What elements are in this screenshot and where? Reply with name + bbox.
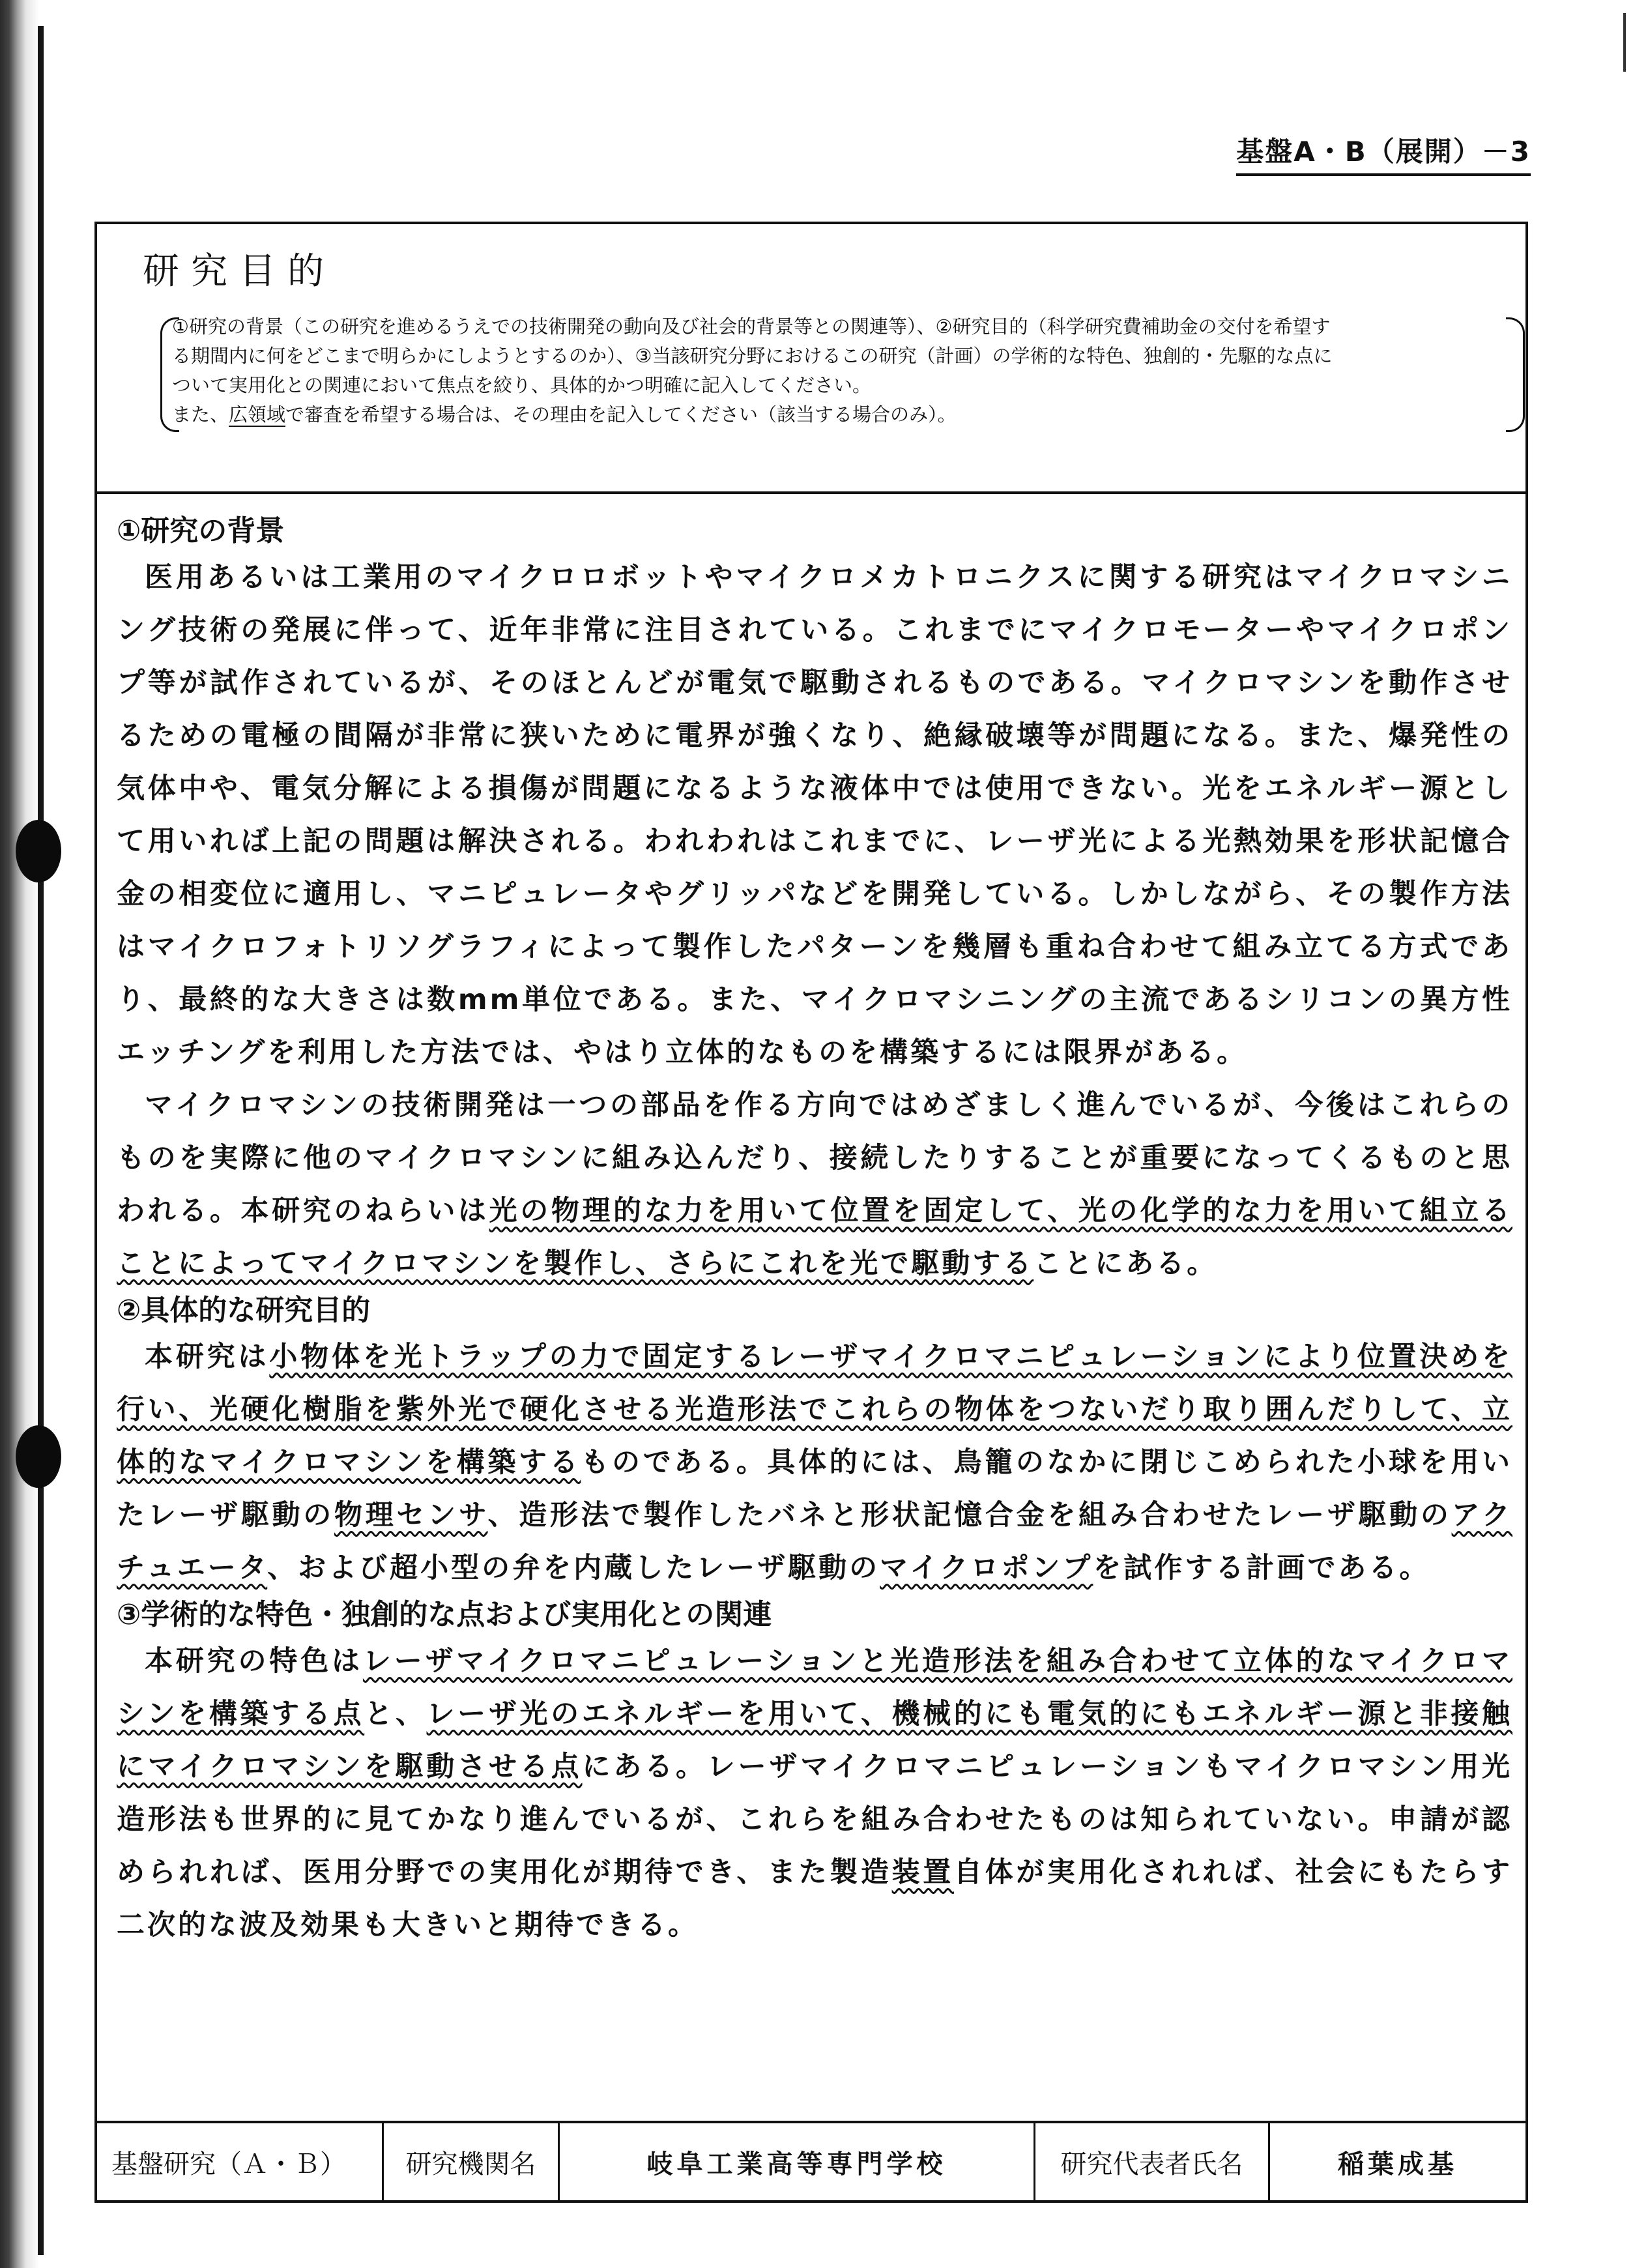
instruction-line: る期間内に何をどこまで明らかにしようとするのか）、③当該研究分野におけるこの研究（計画）の学術的な特色、独創的・先駆的な点に bbox=[172, 345, 1333, 367]
instruction-line: ついて実用化との関連において焦点を絞り、具体的かつ明確に記入してください。 bbox=[172, 374, 872, 396]
instruction-text-segment: また、 bbox=[172, 403, 229, 426]
text-segment: 本研究の特色は bbox=[145, 1645, 363, 1678]
wavy-underlined-text: マイクロポンプ bbox=[880, 1552, 1093, 1584]
text-segment: マイクロマシンの技術開発は一つの部品を作る方向ではめざましく進んでいるが、今後はこれらのものを実際に他のマイクロマシンに組み込んだり、接続したりすることが重要になってくるものと思われる。本研究のねらいは bbox=[117, 1089, 1512, 1227]
features-paragraph bbox=[117, 1635, 1512, 1952]
bracket-right bbox=[1506, 317, 1525, 432]
heading-background: ①研究の背景 bbox=[117, 514, 285, 547]
underlined-term: 広領域 bbox=[229, 403, 286, 426]
scan-edge-shadow bbox=[0, 0, 39, 2268]
wavy-underlined-text: アクチュエータ bbox=[117, 1499, 1512, 1584]
text-segment: を試作する計画である。 bbox=[1093, 1552, 1430, 1584]
section-title: 研究目的 bbox=[143, 250, 336, 293]
representative-name: 稲葉成基 bbox=[1338, 2149, 1458, 2179]
heading-specific-purpose: ②具体的な研究目的 bbox=[117, 1294, 371, 1327]
wavy-underlined-text: 物理センサ bbox=[334, 1499, 488, 1532]
text-segment: ことにある。 bbox=[1034, 1247, 1218, 1280]
representative-label: 研究代表者氏名 bbox=[1035, 2123, 1270, 2200]
research-purpose-form bbox=[94, 222, 1528, 2203]
wavy-underlined-text: 光の物理的な力を用いて位置を固定して、光の化学的な力を用いて組立ることによってマイクロマシンを製作し、さらにこれを光で駆動する bbox=[117, 1195, 1513, 1280]
text-segment: 本研究は bbox=[145, 1341, 270, 1373]
scan-mark bbox=[1623, 13, 1626, 72]
purpose-paragraph bbox=[117, 1331, 1512, 1595]
heading-academic-features: ③学術的な特色・独創的な点および実用化との関連 bbox=[117, 1598, 772, 1631]
instruction-line bbox=[172, 400, 1508, 429]
punch-hole-bottom bbox=[16, 1425, 61, 1488]
institution-label: 研究機関名 bbox=[384, 2123, 560, 2200]
text-segment: 、造形法で製作したバネと形状記憶合金を組み合わせたレーザ駆動の bbox=[487, 1499, 1452, 1532]
text-segment: 自体が実用化されれば、社会にもたらす二次的な波及効果も大きいと期待できる。 bbox=[117, 1856, 1513, 1941]
text-segment: と、 bbox=[364, 1698, 427, 1730]
form-code-label: 基盤A・B（展開）－3 bbox=[1236, 130, 1531, 176]
wavy-underlined-text: 装置 bbox=[891, 1856, 954, 1889]
wavy-underlined-text: 小物体を光トラップの力で固定するレーザマイクロマニピュレーションにより位置決めを行い、光硬化樹脂を紫外光で硬化させる光造形法でこれらの物体をつないだり取り囲んだりして、立体的なマイクロマシンを構築する bbox=[117, 1341, 1513, 1479]
instruction-section bbox=[97, 224, 1525, 494]
institution-name: 岐阜工業高等専門学校 bbox=[560, 2123, 1035, 2200]
answer-body bbox=[97, 491, 1525, 2126]
binding-edge bbox=[38, 26, 44, 2255]
wavy-underlined-text: レーザマイクロマニピュレーションと光造形法を組み合わせて立体的なマイクロマシンを構築する点 bbox=[117, 1645, 1513, 1730]
text-segment: ものである。具体的には、鳥籠のなかに閉じこめられた小球を用いたレーザ駆動の bbox=[117, 1446, 1512, 1532]
instruction-line: ①研究の背景（この研究を進めるうえでの技術開発の動向及び社会的背景等との関連等）、②研究目的（科学研究費補助金の交付を希望す bbox=[172, 315, 1331, 338]
text-segment: にある。レーザマイクロマニピュレーションもマイクロマシン用光造形法も世界的に見てかなり進んでいるが、これらを組み合わせたものは知られていない。申請が認められれば、医用分野での実用化が期待でき、また製造 bbox=[117, 1751, 1512, 1889]
research-category: 基盤研究（Ａ・Ｂ） bbox=[97, 2123, 384, 2200]
instruction-text-segment: で審査を希望する場合は、その理由を記入してください（該当する場合のみ）。 bbox=[285, 403, 957, 426]
wavy-underlined-text: レーザ光のエネルギーを用いて、機械的にも電気的にもエネルギー源と非接触にマイクロマシンを駆動させる点 bbox=[117, 1698, 1513, 1783]
background-paragraph-1: 医用あるいは工業用のマイクロロボットやマイクロメカトロニクスに関する研究はマイクロマシニング技術の発展に伴って、近年非常に注目されている。これまでにマイクロモーターやマイクロポンプ等が試作されているが、そのほとんどが電気で駆動されるものである。マイクロマシンを動作させるための電極の間隔が非常に狭いために電界が強くなり、絶縁破壊等が問題になる。また、爆発性の気体中や、電気分解による損傷が問題になるような液体中では使用できない。光をエネルギー源として用いれば上記の問題は解決される。われわれはこれまでに、レーザ光による光熱効果を形状記憶合金の相変位に適用し、マニピュレータやグリッパなどを開発している。しかしながら、その製作方法はマイクロフォトリソグラフィによって製作したパターンを幾層も重ね合わせて組み立てる方式であり、最終的な大きさは数mm単位である。また、マイクロマシニングの主流であるシリコンの異方性エッチングを利用した方法では、やはり立体的なものを構築するには限界がある。 bbox=[117, 561, 1512, 1069]
text-segment: 、および超小型の弁を内蔵したレーザ駆動の bbox=[267, 1552, 880, 1584]
punch-hole-top bbox=[16, 820, 61, 882]
bracket-left bbox=[160, 317, 179, 432]
instruction-text bbox=[172, 312, 1508, 429]
form-footer bbox=[97, 2121, 1525, 2200]
background-paragraph-2 bbox=[117, 1079, 1512, 1290]
